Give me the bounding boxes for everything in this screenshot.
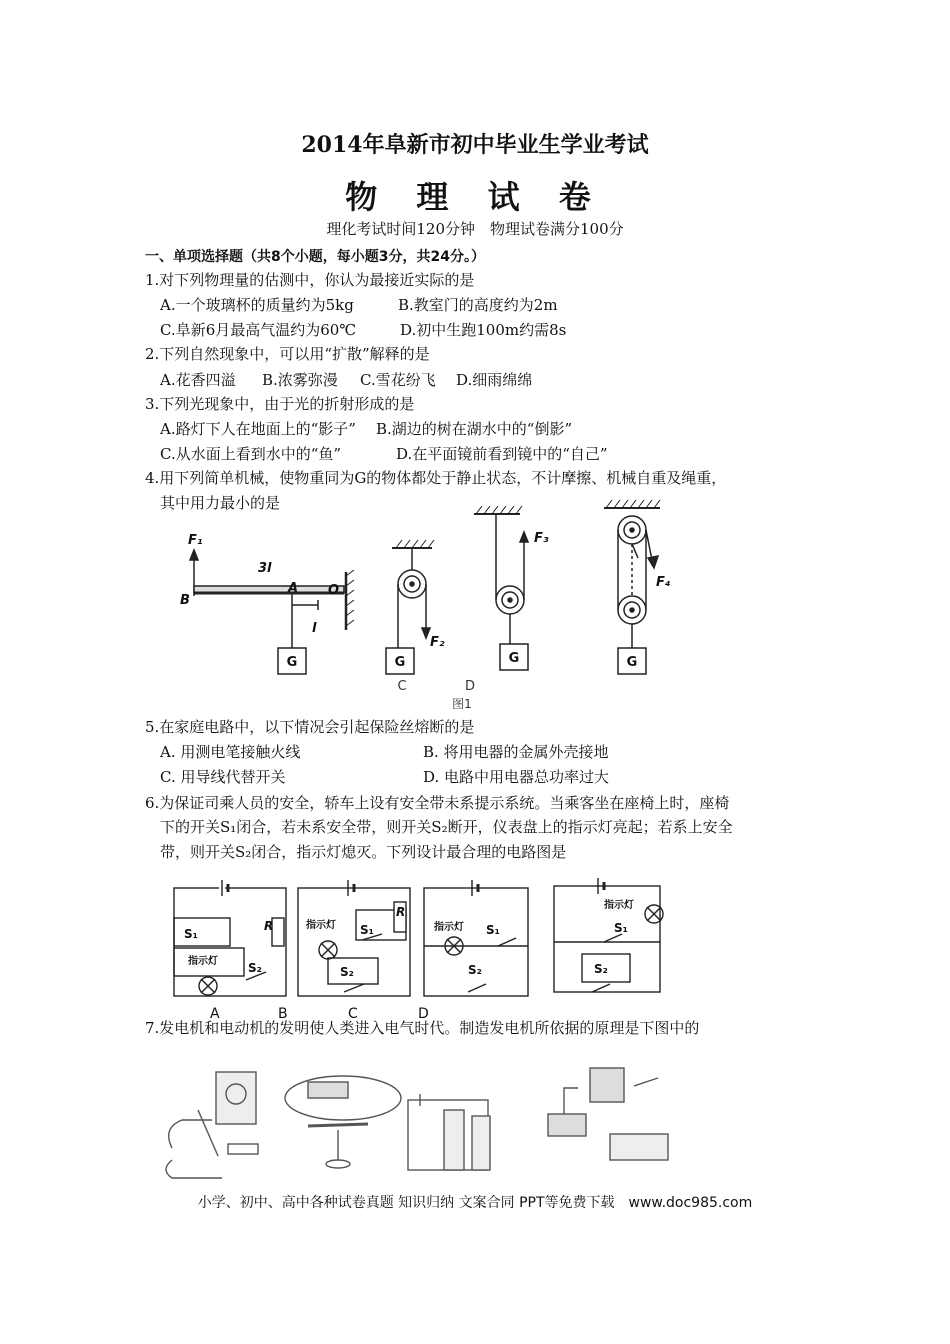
a-lamp: 指示灯 — [188, 956, 218, 967]
label-o: O — [328, 583, 340, 598]
figure-1-caption: 图1 — [452, 697, 472, 711]
q3-option-d: D.在平面镜前看到镜中的“自己” — [396, 445, 608, 463]
experiment-c — [408, 1094, 490, 1170]
q3-option-c: C.从水面上看到水中的“鱼” — [160, 445, 342, 463]
q2-option-d: D.细雨绵绵 — [456, 371, 533, 389]
label-f3: F₃ — [534, 531, 549, 546]
b-s2: S₂ — [340, 965, 354, 979]
q1-option-d: D.初中生跑100m约需8s — [400, 321, 567, 339]
circuit-d — [554, 878, 663, 992]
weight-c: G — [508, 651, 520, 666]
fixed-pulley-diagram — [386, 540, 434, 674]
exam-title: 2014年阜新市初中毕业生学业考试 — [301, 132, 649, 158]
d-s2: S₂ — [594, 962, 608, 976]
weight-a: G — [286, 655, 298, 670]
a-s2: S₂ — [248, 961, 262, 975]
experiment-a — [166, 1072, 258, 1178]
q4-stem-line1: 4.用下列简单机械，使物重同为G的物体都处于静止状态，不计摩擦、机械自重及绳重， — [145, 469, 727, 487]
q2-option-b: B.浓雾弥漫 — [262, 371, 338, 389]
q5-option-d: D. 电路中用电器总功率过大 — [423, 768, 610, 786]
q3-stem: 3.下列光现象中，由于光的折射形成的是 — [145, 395, 415, 413]
q6-stem-line1: 6.为保证司乘人员的安全，轿车上设有安全带未系提示系统。当乘客坐在座椅上时，座椅 — [145, 794, 730, 812]
q1-stem: 1.对下列物理量的估测中，你认为最接近实际的是 — [145, 271, 475, 289]
subject-title: 物 理 试 卷 — [345, 178, 605, 216]
circuit-label-b: B — [278, 1006, 288, 1022]
label-l: l — [312, 621, 317, 636]
label-a: A — [288, 581, 299, 596]
d-lamp: 指示灯 — [604, 900, 634, 911]
circuit-label-c: C — [348, 1006, 358, 1022]
experiment-b — [285, 1076, 401, 1168]
section-heading: 一、单项选择题（共8个小题，每小题3分，共24分。） — [145, 249, 485, 265]
weight-b: G — [394, 655, 406, 670]
q2-option-a: A.花香四溢 — [160, 371, 236, 389]
movable-pulley-diagram — [474, 506, 528, 670]
c-lamp: 指示灯 — [434, 922, 464, 933]
weight-d: G — [626, 655, 638, 670]
label-3l: 3l — [258, 561, 272, 576]
b-lamp: 指示灯 — [306, 920, 336, 931]
q1-option-c: C.阜新6月最高气温约为60℃ — [160, 321, 357, 339]
q5-option-b: B. 将用电器的金属外壳接地 — [423, 743, 609, 761]
figure-circuits — [168, 872, 688, 1032]
circuit-label-d: D — [418, 1006, 429, 1022]
label-f4: F₄ — [656, 575, 671, 590]
a-r: R — [264, 919, 274, 933]
label-f1: F₁ — [188, 533, 203, 548]
circuit-label-a: A — [210, 1006, 220, 1022]
exam-subtitle: 理化考试时间120分钟 物理试卷满分100分 — [326, 220, 624, 238]
label-b: B — [180, 593, 190, 608]
experiment-d — [548, 1068, 668, 1160]
q5-option-a: A. 用测电笔接触火线 — [160, 743, 301, 761]
figure-1-simple-machines — [170, 500, 690, 715]
c-s1: S₁ — [486, 923, 500, 937]
pulley-block-diagram — [604, 500, 660, 674]
circuit-c — [424, 880, 528, 996]
figure-q7-experiments — [158, 1060, 678, 1186]
q1-option-b: B.教室门的高度约为2m — [398, 296, 558, 314]
q3-option-a: A.路灯下人在地面上的“影子” — [160, 420, 356, 438]
q6-stem-line2: 下的开关S₁闭合，若未系安全带，则开关S₂断开，仪表盘上的指示灯亮起；若系上安全 — [160, 818, 733, 836]
d-s1: S₁ — [614, 921, 628, 935]
footer-text: 小学、初中、高中各种试卷真题 知识归纳 文案合同 PPT等免费下载 www.doc985.com — [197, 1195, 753, 1211]
label-c: C — [397, 679, 407, 694]
label-f2: F₂ — [430, 635, 445, 650]
circuit-b — [298, 880, 410, 996]
q5-option-c: C. 用导线代替开关 — [160, 768, 286, 786]
lever-diagram — [190, 550, 354, 674]
q5-stem: 5.在家庭电路中，以下情况会引起保险丝熔断的是 — [145, 718, 475, 736]
q3-option-b: B.湖边的树在湖水中的“倒影” — [376, 420, 573, 438]
q2-stem: 2.下列自然现象中，可以用“扩散”解释的是 — [145, 345, 430, 363]
q2-option-c: C.雪花纷飞 — [360, 371, 436, 389]
c-s2: S₂ — [468, 963, 482, 977]
b-s1: S₁ — [360, 923, 374, 937]
q7-stem: 7.发电机和电动机的发明使人类进入电气时代。制造发电机所依据的原理是下图中的 — [145, 1019, 700, 1037]
b-r: R — [396, 905, 406, 919]
a-s1: S₁ — [184, 927, 198, 941]
label-d: D — [464, 679, 476, 694]
q1-option-a: A.一个玻璃杯的质量约为5kg — [160, 296, 354, 314]
q6-stem-line3: 带，则开关S₂闭合，指示灯熄灭。下列设计最合理的电路图是 — [160, 843, 567, 861]
q4-stem-line2: 其中用力最小的是 — [160, 494, 281, 512]
